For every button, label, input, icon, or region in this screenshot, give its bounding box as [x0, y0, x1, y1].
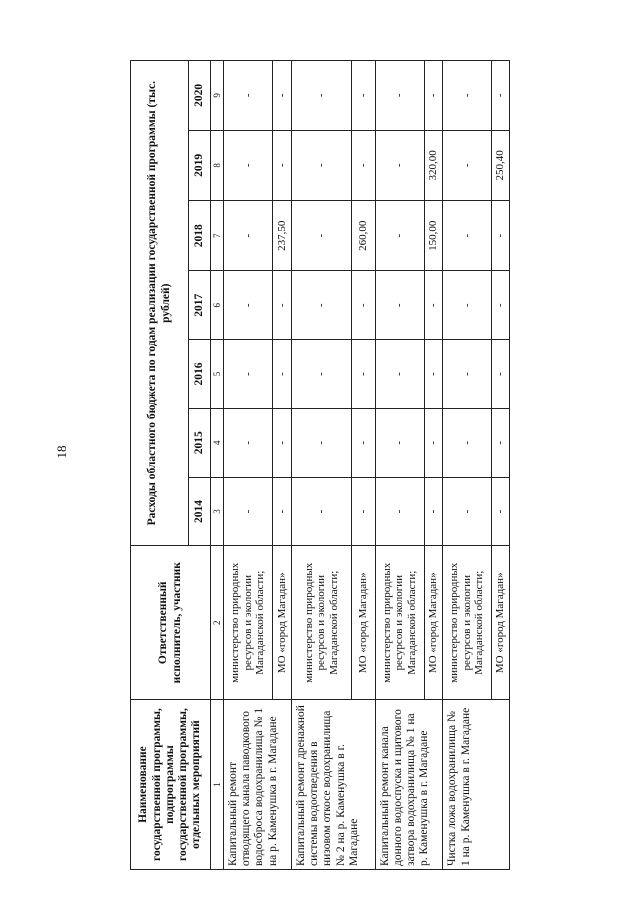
value-cell: - [375, 477, 424, 546]
value-cell: - [375, 340, 424, 409]
value-cell: - [443, 201, 491, 271]
value-cell: - [443, 61, 491, 131]
activity-name: Капитальный ремонт канала донного водоспуска и щитового затвора водохранилища № 1 на р. Каменушка в г. Магадане [375, 700, 443, 870]
value-cell: - [491, 61, 509, 131]
executor-secondary: МО «город Магадан» [491, 546, 509, 700]
value-cell: - [375, 61, 424, 131]
value-cell: 260,00 [352, 201, 375, 271]
value-cell: - [443, 271, 491, 340]
value-cell: - [424, 408, 443, 477]
budget-table [130, 60, 510, 870]
activity-name: Капитальный ремонт дренажной системы водоотведения в низовом откосе водохранилища № 2 на р. Каменушка в г. Магадане [291, 700, 375, 870]
value-cell: - [443, 340, 491, 409]
executor-secondary: МО «город Магадан» [424, 546, 443, 700]
value-cell: - [491, 477, 509, 546]
year-2014: 2014 [189, 477, 211, 546]
col-number: 2 [211, 546, 224, 700]
col-number: 6 [211, 271, 224, 340]
value-cell: - [424, 477, 443, 546]
value-cell: - [352, 477, 375, 546]
value-cell: - [291, 408, 351, 477]
value-cell: - [224, 340, 273, 409]
col-number: 3 [211, 477, 224, 546]
value-cell: - [375, 408, 424, 477]
table-row [291, 61, 351, 870]
value-cell: - [443, 408, 491, 477]
col-number: 4 [211, 408, 224, 477]
value-cell: - [491, 408, 509, 477]
rotated-table-container [130, 60, 510, 870]
header-name: Наименование государственной программы, подпрограммы государственной программы, отдельных мероприятий [131, 700, 211, 870]
value-cell: - [273, 340, 292, 409]
value-cell: 237,50 [273, 201, 292, 271]
table-row [375, 61, 424, 870]
value-cell: - [352, 271, 375, 340]
table-row [224, 61, 273, 870]
activity-name: Капитальный ремонт отводящего канала паводкового водосброса водохранилища № 1 на р. Каменушка в г. Магадане [224, 700, 292, 870]
value-cell: - [291, 271, 351, 340]
value-cell: - [291, 61, 351, 131]
activity-name: Чистка ложа водохранилища № 1 на р. Каменушка в г. Магадане [443, 700, 510, 870]
year-2019: 2019 [189, 130, 211, 200]
executor-secondary: МО «город Магадан» [352, 546, 375, 700]
value-cell: - [291, 477, 351, 546]
value-cell: - [352, 130, 375, 200]
value-cell: - [375, 130, 424, 200]
value-cell: - [491, 201, 509, 271]
value-cell: - [352, 340, 375, 409]
col-number: 5 [211, 340, 224, 409]
table-row [443, 61, 491, 870]
value-cell: - [273, 61, 292, 131]
executor-secondary: МО «город Магадан» [273, 546, 292, 700]
value-cell: - [224, 201, 273, 271]
value-cell: 250,40 [491, 130, 509, 200]
page-number: 18 [54, 445, 69, 459]
value-cell: - [291, 201, 351, 271]
executor-primary: министерство природных ресурсов и экологии Магаданской области; [375, 546, 424, 700]
value-cell: - [224, 408, 273, 477]
value-cell: - [424, 61, 443, 131]
executor-primary: министерство природных ресурсов и экологии Магаданской области; [224, 546, 273, 700]
value-cell: - [291, 130, 351, 200]
year-2020: 2020 [189, 61, 211, 131]
year-2015: 2015 [189, 408, 211, 477]
value-cell: 150,00 [424, 201, 443, 271]
col-number: 1 [211, 700, 224, 870]
value-cell: - [273, 477, 292, 546]
value-cell: - [273, 271, 292, 340]
value-cell: - [224, 130, 273, 200]
executor-primary: министерство природных ресурсов и экологии Магаданской области; [443, 546, 491, 700]
value-cell: - [224, 271, 273, 340]
executor-primary: министерство природных ресурсов и экологии Магаданской области; [291, 546, 351, 700]
value-cell: - [291, 340, 351, 409]
value-cell: 320,00 [424, 130, 443, 200]
value-cell: - [375, 201, 424, 271]
value-cell: - [424, 271, 443, 340]
value-cell: - [375, 271, 424, 340]
value-cell: - [491, 340, 509, 409]
value-cell: - [352, 61, 375, 131]
col-number: 9 [211, 61, 224, 131]
value-cell: - [443, 477, 491, 546]
value-cell: - [224, 477, 273, 546]
year-2018: 2018 [189, 201, 211, 271]
value-cell: - [424, 340, 443, 409]
header-executor: Ответственный исполнитель, участник [131, 546, 211, 700]
value-cell: - [224, 61, 273, 131]
year-2017: 2017 [189, 271, 211, 340]
value-cell: - [352, 408, 375, 477]
col-number: 7 [211, 201, 224, 271]
value-cell: - [273, 408, 292, 477]
value-cell: - [491, 271, 509, 340]
year-2016: 2016 [189, 340, 211, 409]
value-cell: - [443, 130, 491, 200]
value-cell: - [273, 130, 292, 200]
col-number: 8 [211, 130, 224, 200]
header-budget: Расходы областного бюджета по годам реализации государственной программы (тыс. рублей) [131, 61, 189, 546]
